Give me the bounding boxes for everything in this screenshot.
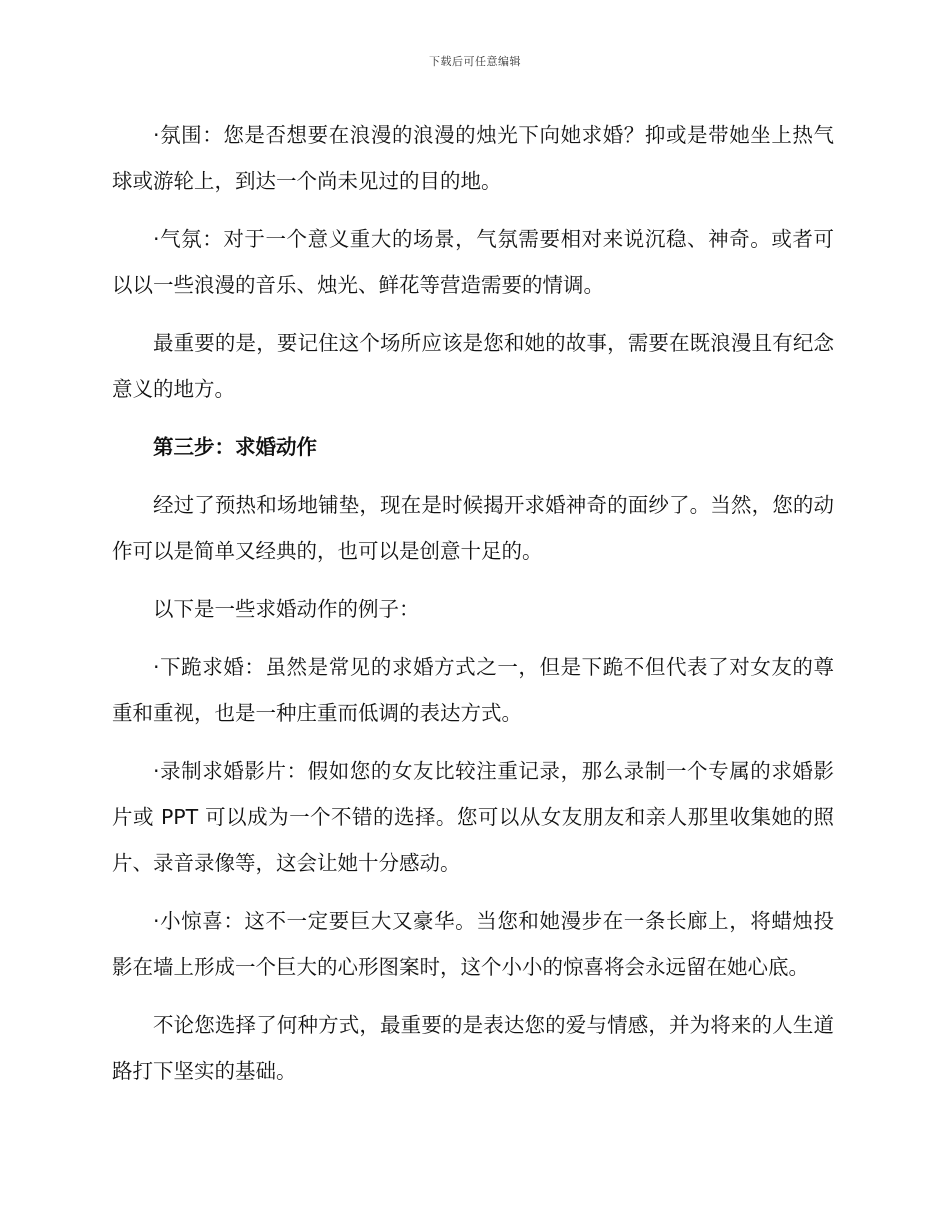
paragraph-atmosphere-setting: ·氛围：您是否想要在浪漫的浪漫的烛光下向她求婚？抑或是带她坐上热气球或游轮上，到达一个尚未见过的目的地。: [112, 123, 834, 193]
paragraph-most-important-venue: 最重要的是，要记住这个场所应该是您和她的故事，需要在既浪漫且有纪念意义的地方。: [112, 331, 834, 401]
paragraph-mood: ·气氛：对于一个意义重大的场景，气氛需要相对来说沉稳、神奇。或者可以以一些浪漫的音乐、烛光、鲜花等营造需要的情调。: [112, 227, 834, 297]
paragraph-small-surprise: ·小惊喜：这不一定要巨大又豪华。当您和她漫步在一条长廊上，将蜡烛投影在墙上形成一个巨大的心形图案时，这个小小的惊喜将会永远留在她心底。: [112, 909, 834, 979]
paragraph-kneel-proposal: ·下跪求婚：虽然是常见的求婚方式之一，但是下跪不但代表了对女友的尊重和重视，也是一种庄重而低调的表达方式。: [112, 655, 834, 725]
paragraph-examples-intro: 以下是一些求婚动作的例子：: [153, 597, 420, 621]
paragraph-video-proposal: ·录制求婚影片：假如您的女友比较注重记录，那么录制一个专属的求婚影片或 PPT 可以成为一个不错的选择。您可以从女友朋友和亲人那里收集她的照片、录音录像等，这会让她十分感动。: [112, 759, 834, 875]
paragraph-conclusion: 不论您选择了何种方式，最重要的是表达您的爱与情感，并为将来的人生道路打下坚实的基础。: [112, 1013, 834, 1083]
document-body: [112, 112, 834, 1106]
section-heading-step-three: 第三步：求婚动作: [153, 435, 317, 459]
paragraph-proposal-intro: 经过了预热和场地铺垫，现在是时候揭开求婚神奇的面纱了。当然，您的动作可以是简单又经典的，也可以是创意十足的。: [112, 493, 834, 563]
page-header: 下载后可任意编辑: [429, 55, 521, 68]
